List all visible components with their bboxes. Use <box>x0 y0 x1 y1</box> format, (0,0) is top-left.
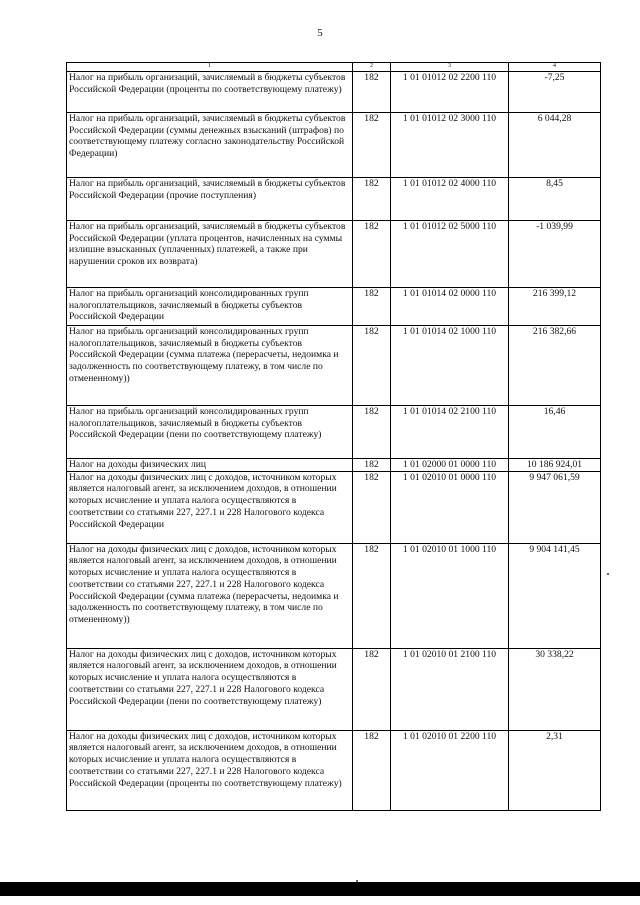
admin-code-cell: 182 <box>353 113 391 178</box>
scan-edge-bar <box>0 882 640 896</box>
table-row <box>67 72 601 113</box>
amount-cell: 10 186 924,01 <box>509 459 601 472</box>
table-row <box>67 326 601 406</box>
column-header-1: 1 <box>67 63 353 72</box>
admin-code-cell: 182 <box>353 459 391 472</box>
budget-code-cell: 1 01 01012 02 3000 110 <box>391 113 509 178</box>
column-header-4: 4 <box>509 63 601 72</box>
budget-code-cell: 1 01 02010 01 2200 110 <box>391 730 509 810</box>
scan-speck <box>607 573 609 575</box>
revenue-name-cell: Налог на доходы физических лиц с доходов, источником которых является налоговый агент, за исключением доходов, в отношении которых исчисление и уплата налога осуществляются в соответствии со статьями 227, 227.1 и 228 Налогового кодекса Российской Федерации (сумма платежа (перерасчеты, недоимка и задолженность по соответствующему платежу, в том числе по отмененному)) <box>67 543 353 648</box>
amount-cell: 9 904 141,45 <box>509 543 601 648</box>
admin-code-cell: 182 <box>353 326 391 406</box>
table-row <box>67 459 601 472</box>
table-row <box>67 406 601 459</box>
revenue-name-cell: Налог на доходы физических лиц с доходов, источником которых является налоговый агент, за исключением доходов, в отношении которых исчисление и уплата налога осуществляются в соответствии со статьями 227, 227.1 и 228 Налогового кодекса Российской Федерации (проценты по соответствующему платежу) <box>67 730 353 810</box>
budget-code-cell: 1 01 02010 01 1000 110 <box>391 543 509 648</box>
budget-code-cell: 1 01 01012 02 2200 110 <box>391 72 509 113</box>
revenue-name-cell: Налог на доходы физических лиц <box>67 459 353 472</box>
table-row <box>67 178 601 221</box>
revenue-name-cell: Налог на прибыль организаций, зачисляемый в бюджеты субъектов Российской Федерации (проценты по соответствующему платежу) <box>67 72 353 113</box>
amount-cell: 30 338,22 <box>509 648 601 730</box>
admin-code-cell: 182 <box>353 221 391 288</box>
budget-code-cell: 1 01 02010 01 2100 110 <box>391 648 509 730</box>
admin-code-cell: 182 <box>353 406 391 459</box>
budget-code-cell: 1 01 02010 01 0000 110 <box>391 471 509 543</box>
table-row <box>67 730 601 810</box>
budget-code-cell: 1 01 01014 02 1000 110 <box>391 326 509 406</box>
admin-code-cell: 182 <box>353 72 391 113</box>
table-row <box>67 113 601 178</box>
revenue-name-cell: Налог на прибыль организаций консолидированных групп налогоплательщиков, зачисляемый в бюджеты субъектов Российской Федерации <box>67 288 353 326</box>
amount-cell: 216 399,12 <box>509 288 601 326</box>
table-row <box>67 648 601 730</box>
table-body <box>67 72 601 811</box>
amount-cell: 216 382,66 <box>509 326 601 406</box>
revenue-name-cell: Налог на прибыль организаций консолидированных групп налогоплательщиков, зачисляемый в бюджеты субъектов Российской Федерации (сумма платежа (перерасчеты, недоимка и задолженность по соответствующему платежу, в том числе по отмененному)) <box>67 326 353 406</box>
amount-cell: 2,31 <box>509 730 601 810</box>
table-row <box>67 221 601 288</box>
table-header-row <box>67 63 601 72</box>
amount-cell: 9 947 061,59 <box>509 471 601 543</box>
budget-code-cell: 1 01 02000 01 0000 110 <box>391 459 509 472</box>
budget-code-cell: 1 01 01012 02 5000 110 <box>391 221 509 288</box>
admin-code-cell: 182 <box>353 288 391 326</box>
admin-code-cell: 182 <box>353 730 391 810</box>
revenue-name-cell: Налог на прибыль организаций, зачисляемый в бюджеты субъектов Российской Федерации (суммы денежных взысканий (штрафов) по соответствующему платежу согласно законодательству Российской Федерации) <box>67 113 353 178</box>
page-number: 5 <box>317 27 323 39</box>
amount-cell: 16,46 <box>509 406 601 459</box>
revenue-name-cell: Налог на прибыль организаций консолидированных групп налогоплательщиков, зачисляемый в бюджеты субъектов Российской Федерации (пени по соответствующему платежу) <box>67 406 353 459</box>
budget-code-cell: 1 01 01014 02 0000 110 <box>391 288 509 326</box>
column-header-2: 2 <box>353 63 391 72</box>
revenue-name-cell: Налог на прибыль организаций, зачисляемый в бюджеты субъектов Российской Федерации (прочие поступления) <box>67 178 353 221</box>
amount-cell: 6 044,28 <box>509 113 601 178</box>
revenue-name-cell: Налог на прибыль организаций, зачисляемый в бюджеты субъектов Российской Федерации (уплата процентов, начисленных на суммы излишне взысканных (уплаченных) платежей, а также при нарушении сроков их возврата) <box>67 221 353 288</box>
budget-revenue-table <box>66 62 601 811</box>
budget-code-cell: 1 01 01014 02 2100 110 <box>391 406 509 459</box>
budget-code-cell: 1 01 01012 02 4000 110 <box>391 178 509 221</box>
column-header-3: 3 <box>391 63 509 72</box>
admin-code-cell: 182 <box>353 648 391 730</box>
admin-code-cell: 182 <box>353 178 391 221</box>
admin-code-cell: 182 <box>353 543 391 648</box>
table-row <box>67 543 601 648</box>
amount-cell: -1 039,99 <box>509 221 601 288</box>
amount-cell: 8,45 <box>509 178 601 221</box>
revenue-name-cell: Налог на доходы физических лиц с доходов, источником которых является налоговый агент, за исключением доходов, в отношении которых исчисление и уплата налога осуществляются в соответствии со статьями 227, 227.1 и 228 Налогового кодекса Российской Федерации (пени по соответствующему платежу) <box>67 648 353 730</box>
admin-code-cell: 182 <box>353 471 391 543</box>
amount-cell: -7,25 <box>509 72 601 113</box>
table-row <box>67 288 601 326</box>
table-row <box>67 471 601 543</box>
revenue-name-cell: Налог на доходы физических лиц с доходов, источником которых является налоговый агент, за исключением доходов, в отношении которых исчисление и уплата налога осуществляются в соответствии со статьями 227, 227.1 и 228 Налогового кодекса Российской Федерации <box>67 471 353 543</box>
